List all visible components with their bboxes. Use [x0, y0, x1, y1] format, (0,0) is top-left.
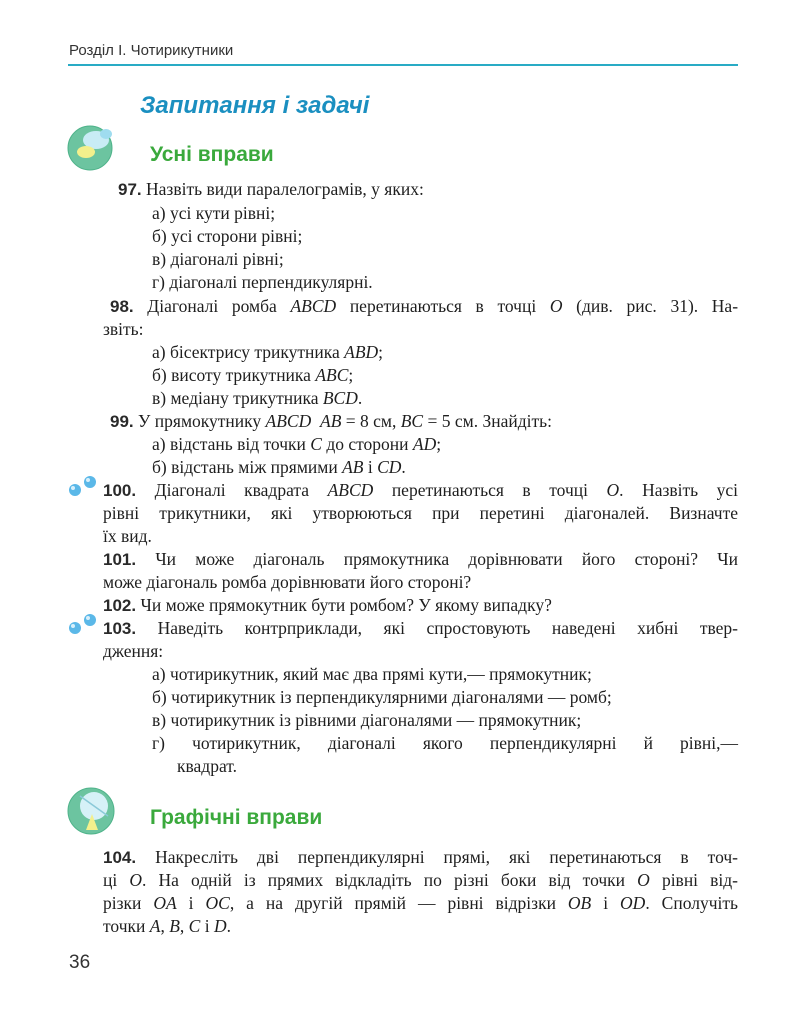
- difficulty-bubbles-icon: [66, 612, 98, 636]
- difficulty-bubbles-icon: [66, 474, 98, 498]
- list-item: а) чотирикутник, який має два прямі кути,— прямокутник;: [152, 664, 592, 684]
- problem-99: 99. У прямокутнику ABCD AB = 8 см, BC = 5 см. Знайдіть:: [110, 411, 552, 431]
- problem-98-cont: звіть:: [103, 319, 144, 339]
- problem-100: 100. Діагоналі квадрата ABCD перетинаються в точці O. Назвіть усі: [103, 480, 739, 500]
- list-item: а) усі кути рівні;: [152, 203, 276, 223]
- problem-104: 104. Накресліть дві перпендикулярні прямі, які перетинаються в точ-: [103, 847, 739, 867]
- list-item: в) чотирикутник із рівними діагоналями — прямокутник;: [152, 710, 582, 730]
- list-item: б) відстань між прямими AB і CD.: [152, 457, 406, 477]
- problem-104-cont: ці O. На одній із прямих відкладіть по різні боки від точки O рівні від-: [103, 870, 739, 890]
- list-item: в) діагоналі рівні;: [152, 249, 284, 269]
- problem-103: 103. Наведіть контрприклади, які спростовують наведені хибні твер-: [103, 618, 738, 638]
- section-title: Запитання і задачі: [140, 92, 370, 119]
- list-item: б) висоту трикутника ABC;: [152, 365, 354, 385]
- list-item: а) бісектрису трикутника ABD;: [152, 342, 384, 362]
- header-rule: [68, 64, 738, 66]
- graphic-exercises-title: Графічні вправи: [150, 806, 323, 829]
- list-item: б) усі сторони рівні;: [152, 226, 303, 246]
- list-item: в) медіану трикутника BCD.: [152, 388, 363, 408]
- oral-exercises-icon: [66, 124, 118, 172]
- running-header: Розділ I. Чотирикутники: [69, 42, 234, 59]
- list-item: а) відстань від точки C до сторони AD;: [152, 434, 442, 454]
- problem-98: 98. Діагоналі ромба ABCD перетинаються в точці O (див. рис. 31). На-: [110, 296, 739, 316]
- problem-102: 102. Чи може прямокутник бути ромбом? У якому випадку?: [103, 595, 552, 615]
- list-item: г) діагоналі перпендикулярні.: [152, 272, 373, 292]
- problem-103-cont: дження:: [103, 641, 164, 661]
- problem-101: 101. Чи може діагональ прямокутника дорівнювати його стороні? Чи: [103, 549, 739, 569]
- page-number: 36: [69, 952, 91, 973]
- problem-97: 97. Назвіть види паралелограмів, у яких:: [118, 179, 424, 199]
- problem-104-cont: різки OA і OC, а на другій прямій — рівні відрізки OB і OD. Сполучіть: [103, 893, 739, 913]
- list-item: г) чотирикутник, діагоналі якого перпендикулярні й рівні,—: [152, 733, 738, 753]
- problem-104-cont: точки A, B, C і D.: [103, 916, 231, 936]
- list-item: б) чотирикутник із перпендикулярними діагоналями — ромб;: [152, 687, 612, 707]
- problem-100-cont: рівні трикутники, які утворюються при перетині діагоналей. Визначте: [103, 503, 738, 523]
- problem-101-cont: може діагональ ромба дорівнювати його стороні?: [103, 572, 472, 592]
- list-item: квадрат.: [177, 756, 237, 776]
- graphic-exercises-icon: [66, 786, 118, 836]
- problem-100-cont: їх вид.: [103, 526, 152, 546]
- oral-exercises-title: Усні вправи: [150, 143, 274, 166]
